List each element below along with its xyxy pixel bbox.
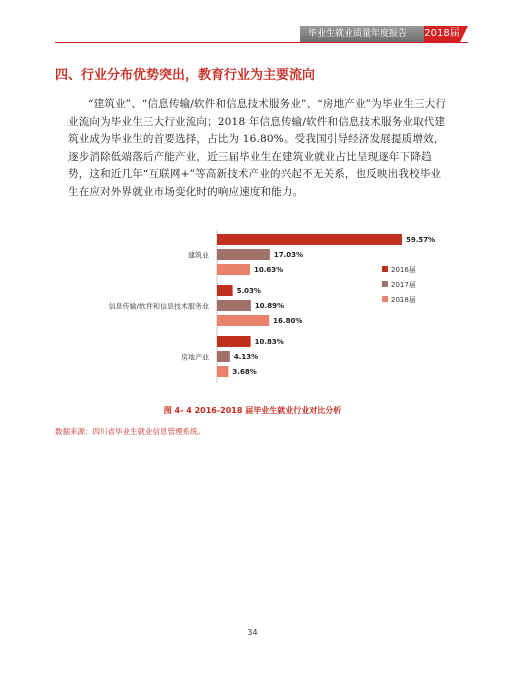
data-source-note: 数据来源：四川省毕业生就业信息管理系统。 (55, 427, 205, 436)
data-label: 10.89% (254, 302, 284, 310)
data-label: 3.68% (232, 368, 257, 376)
industry-comparison-chart (90, 228, 450, 388)
category-label: 建筑业 (188, 251, 209, 260)
data-label: 16.80% (273, 317, 303, 325)
data-label: 10.83% (254, 338, 284, 346)
report-header (300, 26, 468, 42)
legend-label: 2018届 (391, 296, 416, 304)
legend-swatch (382, 296, 388, 302)
body-paragraph: “建筑业”、“信息传输/软件和信息技术服务业”、“房地产业”为毕业生三大行业流向为毕业生三大行业流向；2018 年信息传输/软件和信息技术服务业取代建筑业成为毕业生的首要选择，占比为 16.80%。受我国引导经济发展提质增效，逐步消除低端落后产能产业，近三届毕业生在建筑业就业占比呈现逐年下降趋势，这和近几年“互联网+”等高新技术产业的兴起不无关系，也反映出我校毕业生在应对外界就业市场变化时的响应速度和能力。 (68, 98, 447, 198)
header-badge-tail (460, 26, 468, 42)
legend-swatch (382, 281, 388, 287)
legend-swatch (382, 266, 388, 272)
section-title: 四、行业分布优势突出，教育行业为主要流向 (55, 68, 316, 83)
bar-2018届 (217, 315, 269, 326)
bar-2016届 (217, 336, 251, 347)
bar-2018届 (217, 264, 250, 275)
bar-2018届 (217, 366, 228, 377)
data-label: 10.63% (254, 266, 284, 274)
legend-label: 2016届 (391, 266, 416, 274)
header-divider (55, 42, 468, 43)
bar-2016届 (217, 234, 402, 245)
data-label: 59.57% (406, 236, 436, 244)
category-label: 信息传输/软件和信息技术服务业 (108, 302, 209, 311)
bar-2017届 (217, 249, 270, 260)
bar-2017届 (217, 351, 230, 362)
header-title: 毕业生就业质量年度报告 (300, 26, 424, 42)
data-label: 5.03% (236, 287, 261, 295)
data-label: 17.03% (273, 251, 304, 259)
header-year-badge: 2018届 (424, 26, 460, 42)
category-label: 房地产业 (181, 353, 209, 362)
legend-label: 2017届 (391, 281, 416, 289)
page-number: 34 (247, 628, 258, 637)
bar-2017届 (217, 300, 251, 311)
figure-caption: 图 4- 4 2016-2018 届毕业生就业行业对比分析 (163, 406, 342, 415)
bar-2016届 (217, 285, 233, 296)
data-label: 4.13% (233, 353, 259, 361)
